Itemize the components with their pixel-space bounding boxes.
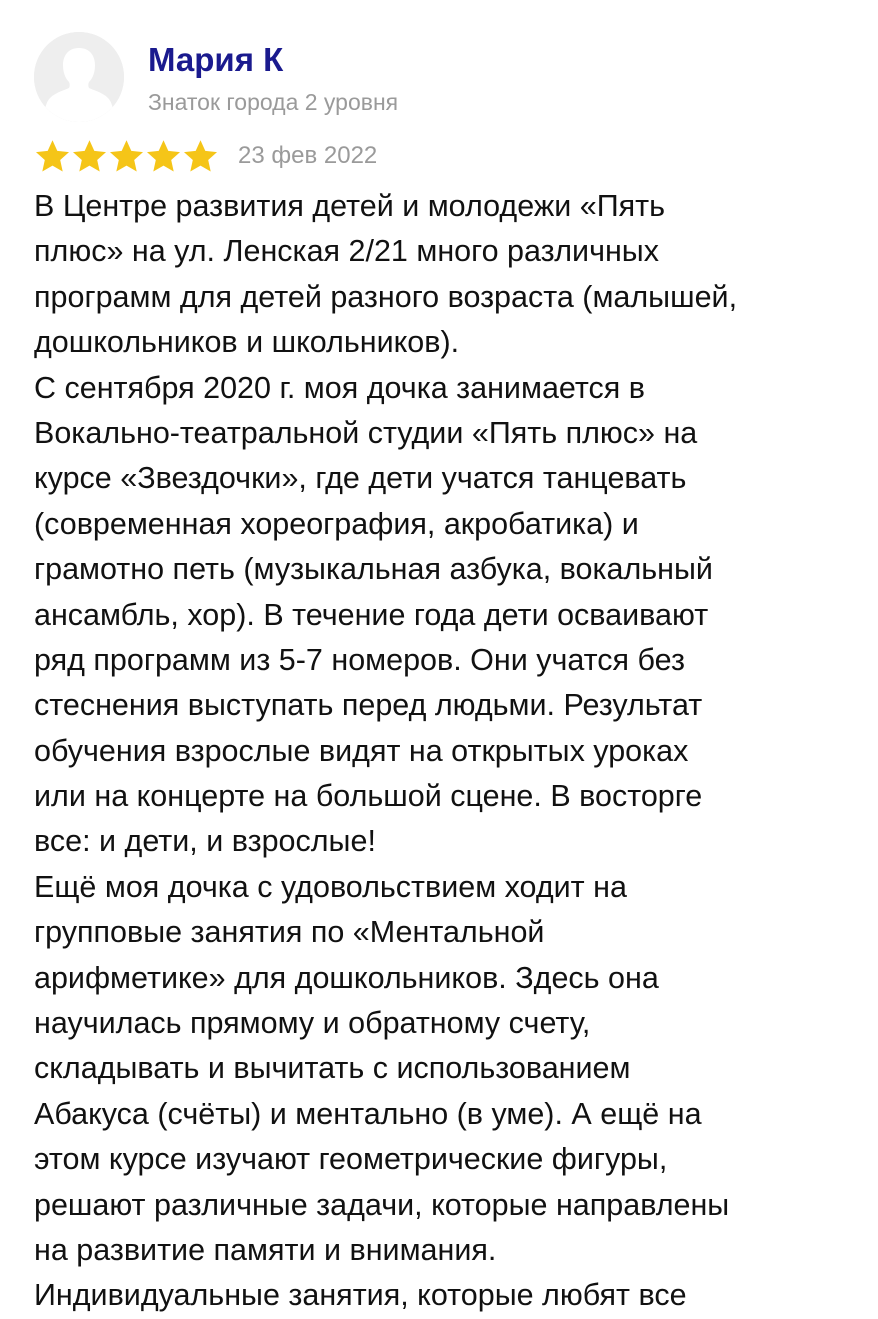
review-text-line: программ для детей разного возраста (малышей, [34, 279, 738, 314]
review-text-line: (современная хореография, акробатика) и [34, 506, 639, 541]
review-text-line: плюс» на ул. Ленская 2/21 много различных [34, 234, 659, 269]
review-text-line: обучения взрослые видят на открытых уроках [34, 733, 689, 768]
review-text-line: Вокально-театральной студии «Пять плюс» на [34, 415, 698, 450]
rating-row [34, 136, 377, 176]
review-text-line: решают различные задачи, которые направлены [34, 1187, 730, 1222]
review-text-line: или на концерте на большой сцене. В восторге [34, 779, 703, 814]
star-icon [34, 138, 71, 175]
review-text-line: В Центре развития детей и молодежи «Пять [34, 189, 665, 223]
author-level: Знаток города 2 уровня [148, 89, 399, 115]
review-text [34, 184, 854, 1319]
review-text-line: курсе «Звездочки», где дети учатся танцевать [34, 461, 687, 496]
review-text-line: на развитие памяти и внимания. [34, 1232, 497, 1267]
review-text-line: грамотно петь (музыкальная азбука, вокальный [34, 552, 713, 587]
review-text-line: этом курсе изучают геометрические фигуры, [34, 1142, 668, 1177]
review-text-line: ансамбль, хор). В течение года дети осваивают [34, 597, 709, 632]
avatar[interactable] [34, 32, 124, 122]
star-icon [108, 138, 145, 175]
review-text-line: Индивидуальные занятия, которые любят все [34, 1278, 687, 1313]
star-icon [145, 138, 182, 175]
review-text-line: стеснения выступать перед людьми. Результат [34, 688, 703, 723]
review-text-line: Ещё моя дочка с удовольствием ходит на [34, 869, 627, 904]
review-text-line: ряд программ из 5-7 номеров. Они учатся без [34, 642, 685, 677]
review-text-line: С сентября 2020 г. моя дочка занимается в [34, 370, 645, 405]
review-text-line: дошкольников и школьников). [34, 325, 460, 360]
review-text-line: арифметике» для дошкольников. Здесь она [34, 960, 659, 995]
review-text-line: научилась прямому и обратному счету, [34, 1006, 591, 1041]
review-text-line: все: и дети, и взрослые! [34, 824, 376, 859]
star-icon [182, 138, 219, 175]
review-text-line: Абакуса (счёты) и ментально (в уме). А ещё на [34, 1096, 702, 1131]
user-silhouette-icon [34, 32, 124, 122]
review-text-line: складывать и вычитать с использованием [34, 1051, 631, 1086]
star-rating [34, 138, 219, 175]
review-date: 23 фев 2022 [238, 142, 378, 169]
review-text-line: групповые занятия по «Ментальной [34, 915, 545, 950]
author-name[interactable]: Мария К [148, 41, 284, 78]
star-icon [71, 138, 108, 175]
